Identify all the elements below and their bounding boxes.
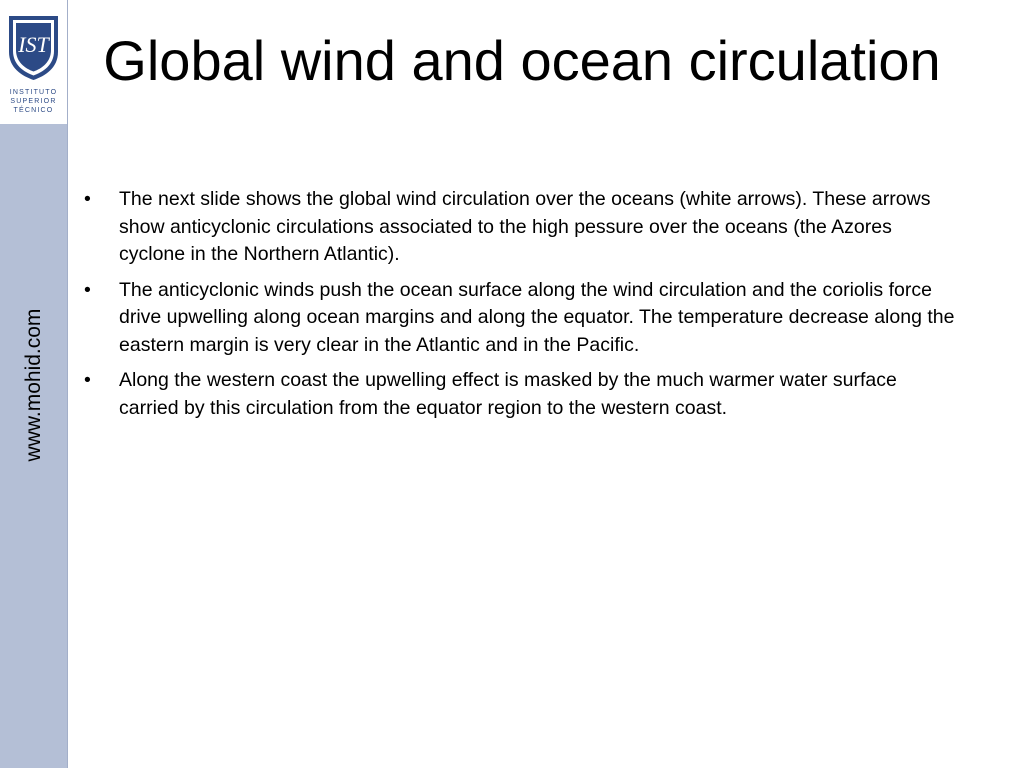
logo-line-1: INSTITUTO [9, 89, 58, 96]
bullet-list [78, 186, 958, 430]
svg-text:IST: IST [18, 32, 49, 57]
website-url: www.mohid.com [22, 308, 45, 462]
ist-logo [0, 0, 67, 124]
bullet-text: The next slide shows the global wind circulation over the oceans (white arrows). These arrows show anticyclonic circulations associated to the high pessure over the oceans (the Azores cyclone in the Northern Atlantic). [119, 188, 931, 265]
logo-line-3: TÉCNICO [13, 107, 54, 114]
bullet-text: The anticyclonic winds push the ocean surface along the wind circulation and the coriolis force drive upwelling along ocean margins and along the equator. The temperature decrease along the eastern margin is very clear in the Atlantic and in the Pacific. [119, 278, 955, 356]
bullet-marker: • [84, 369, 91, 391]
bullet-item [78, 367, 958, 422]
bullet-item [78, 277, 958, 360]
bullet-marker: • [84, 278, 91, 301]
sidebar [0, 0, 68, 768]
bullet-text: Along the western coast the upwelling effect is masked by the much warmer water surface carried by this circulation from the equator region to the western coast. [119, 369, 897, 419]
slide-title: Global wind and ocean circulation [103, 29, 941, 92]
ist-shield-icon [7, 14, 60, 82]
bullet-item [78, 186, 958, 269]
bullet-marker: • [84, 188, 91, 210]
logo-line-2: SUPERIOR [10, 98, 57, 105]
